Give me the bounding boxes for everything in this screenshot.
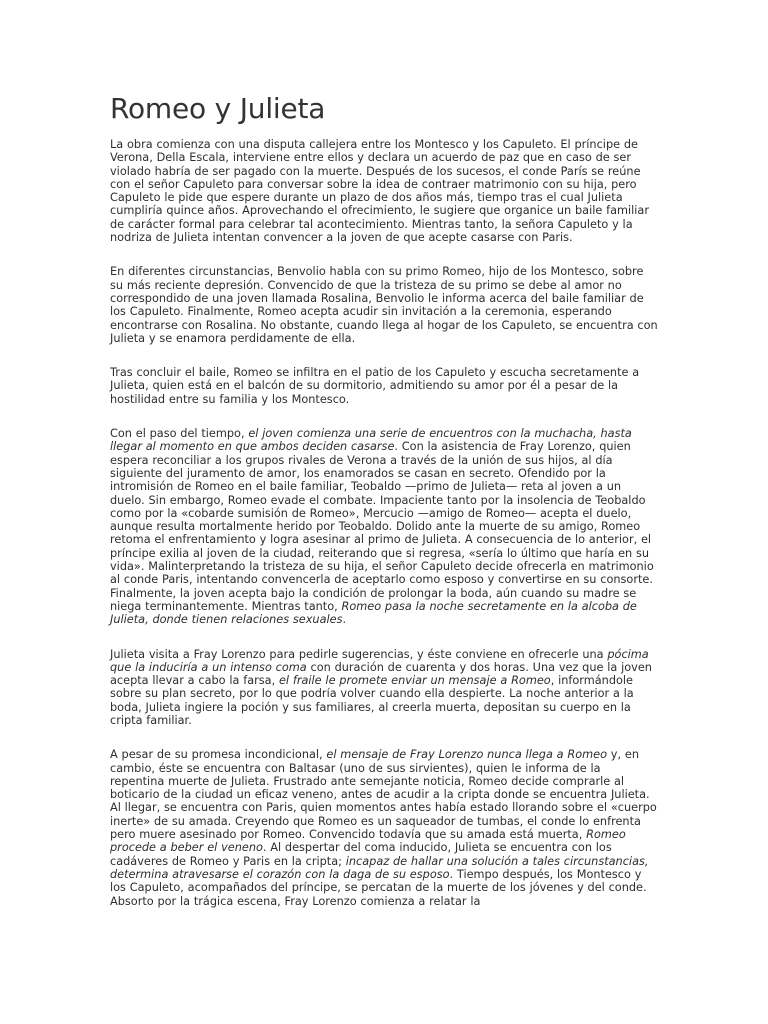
text-run: . Tiempo después, los Montesco y los Capuleto, acompañados del príncipe, se percatan de la muerte de los jóvenes y del conde. Absorto por la trágica escena, Fray Lorenzo comienza a relatar la <box>110 867 647 908</box>
text-run: Con el paso del tiempo, <box>110 427 249 441</box>
text-run: Tras concluir el baile, Romeo se infiltra en el patio de los Capuleto y escucha secretamente a Julieta, quien está en el balcón de su dormitorio, admitiendo su amor por él a pesar de la hostilidad entre su familia y los Montesco. <box>110 366 640 406</box>
document-body <box>110 138 658 908</box>
text-run: y, en cambio, éste se encuentra con Baltasar (uno de sus sirvientes), quien le informa de la repentina muerte de Julieta. Frustrado ante semejante noticia, Romeo decide comprarle al boticario de la ciudad un eficaz veneno, antes de acudir a la cripta donde se encuentra Julieta. Al llegar, se encuentra con Paris, quien momentos antes había estado llorando sobre el «cuerpo inerte» de su amada. Creyendo que Romeo es un saqueador de tumbas, el conde lo enfrenta pero muere asesinado por Romeo. Convencido todavía que su amada está muerta, <box>110 748 657 842</box>
italic-text-run: pócima que la induciría a un intenso coma <box>110 647 649 674</box>
text-run: Julieta visita a Fray Lorenzo para pedirle sugerencias, y éste conviene en ofrecerle una <box>110 647 608 661</box>
italic-text-run: el mensaje de Fray Lorenzo nunca llega a Romeo <box>326 748 608 762</box>
text-run: La obra comienza con una disputa callejera entre los Montesco y los Capuleto. El príncipe de Verona, Della Escala, interviene entre ellos y declara un acuerdo de paz que en caso de ser violado habría de ser pagado con la muerte. Después de los sucesos, el conde París se reúne con el señor Capuleto para conversar sobre la idea de contraer matrimonio con su hija, pero Capuleto le pide que espere durante un plazo de dos años más, tiempo tras el cual Julieta cumpliría quince años. Aprovechando el ofrecimiento, le sugiere que organice un baile familiar de carácter formal para celebrar tal acontecimiento. Mientras tanto, la señora Capuleto y la nodriza de Julieta intentan convencer a la joven de que acepte casarse con Paris. <box>110 138 649 245</box>
paragraph <box>110 366 658 406</box>
text-run: . Con la asistencia de Fray Lorenzo, quien espera reconciliar a los grupos rivales de Verona a través de la unión de sus hijos, al día siguiente del juramento de amor, los enamorados se casan en secreto. Ofendido por la intromisión de Romeo en el baile familiar, Teobaldo —primo de Julieta— reta al joven a un duelo. Sin embargo, Romeo evade el combate. Impaciente tanto por la insolencia de Teobaldo como por la «cobarde sumisión de Romeo», Mercucio —amigo de Romeo— acepta el duelo, aunque resulta mortalmente herido por Teobaldo. Dolido ante la muerte de su amigo, Romeo retoma el enfrentamiento y logra asesinar al primo de Julieta. A consecuencia de lo anterior, el príncipe exilia al joven de la ciudad, reiterando que si regresa, «sería lo último que haría en su vida». Malinterpretando la tristeza de su hija, el señor Capuleto decide ofrecerla en matrimonio al conde Paris, intentando convencerla de aceptarlo como esposo y convertirse en su consorte. Finalmente, la joven acepta bajo la condición de prolongar la boda, aún cuando su madre se niega terminantemente. Mientras tanto, <box>110 440 654 613</box>
italic-text-run: Romeo pasa la noche secretamente en la alcoba de Julieta, donde tienen relaciones sexuales <box>110 599 637 627</box>
paragraph <box>110 138 658 244</box>
text-run: , informándole sobre su plan secreto, por lo que podría volver cuando ella despierte. La noche anterior a la boda, Julieta ingiere la poción y sus familiares, al creerla muerta, depositan su cuerpo en la cripta familiar. <box>110 674 634 727</box>
italic-text-run: el joven comienza una serie de encuentros con la muchacha, hasta llegar al momento en que ambos deciden casarse <box>110 427 632 454</box>
italic-text-run: Romeo procede a beber el veneno <box>110 828 626 855</box>
text-run: con duración de cuarenta y dos horas. Una vez que la joven acepta llevar a cabo la farsa, <box>110 660 652 688</box>
paragraph <box>110 748 658 908</box>
paragraph <box>110 265 658 345</box>
document-title: Romeo y Julieta <box>110 92 326 125</box>
text-run: . <box>342 613 347 627</box>
text-run: En diferentes circunstancias, Benvolio habla con su primo Romeo, hijo de los Montesco, sobre su más reciente depresión. Convencido de que la tristeza de su primo se debe al amor no correspondido de una joven llamada Rosalina, Benvolio le informa acerca del baile familiar de los Capuleto. Finalmente, Romeo acepta acudir sin invitación a la ceremonia, esperando encontrarse con Rosalina. No obstante, cuando llega al hogar de los Capuleto, se encuentra con Julieta y se enamora perdidamente de ella. <box>110 265 658 345</box>
paragraph <box>110 427 658 626</box>
italic-text-run: incapaz de hallar una solución a tales circunstancias, determina atravesarse el corazón con la daga de su esposo <box>110 854 649 881</box>
document-page <box>110 92 658 929</box>
text-run: A pesar de su promesa incondicional, <box>110 748 327 762</box>
italic-text-run: el fraile le promete enviar un mensaje a Romeo <box>278 674 551 688</box>
text-run: . Al despertar del coma inducido, Julieta se encuentra con los cadáveres de Romeo y Paris en la cripta; <box>110 841 612 868</box>
paragraph <box>110 648 658 728</box>
